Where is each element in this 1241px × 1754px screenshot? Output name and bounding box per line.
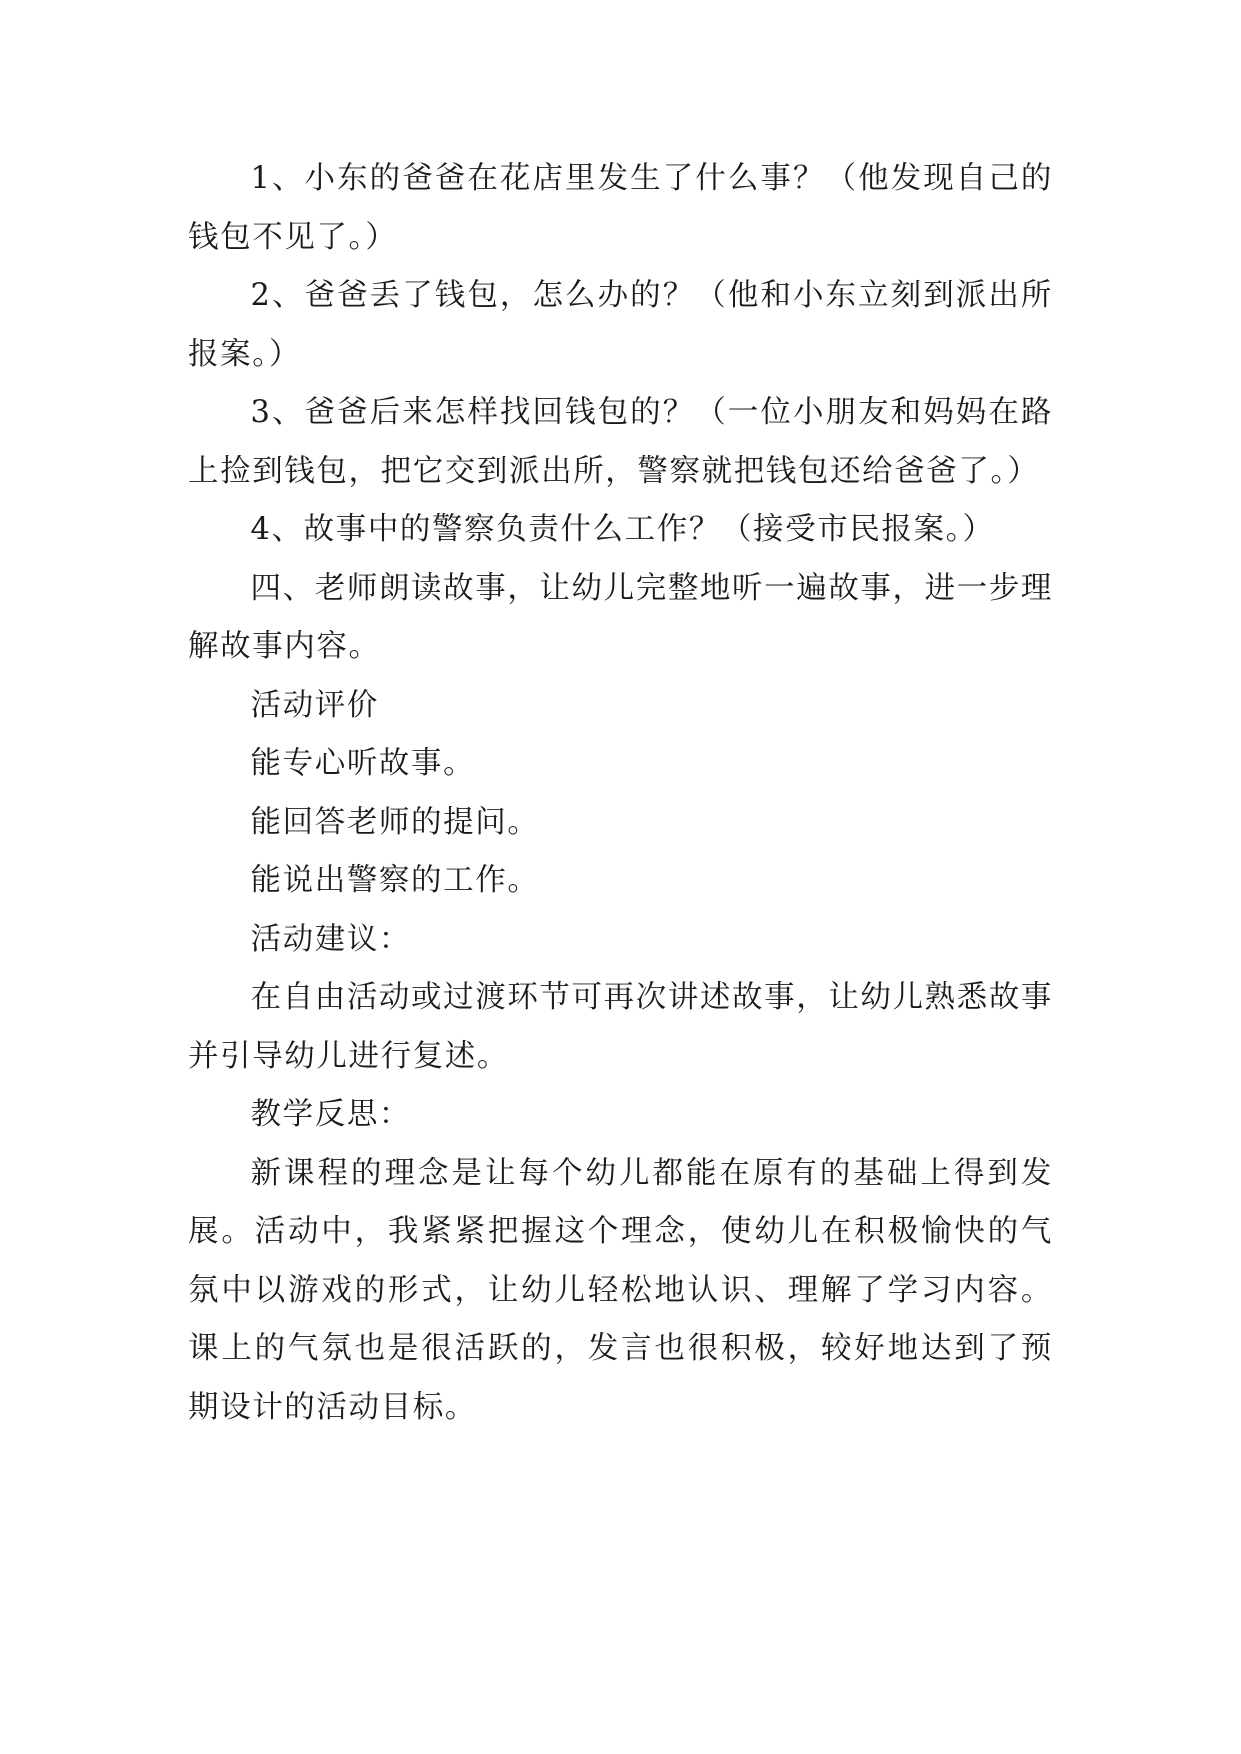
question-2-paragraph: 2、爸爸丢了钱包，怎么办的？（他和小东立刻到派出所报案。） (188, 278, 1053, 372)
teaching-reflection-paragraph: 新课程的理念是让每个幼儿都能在原有的基础上得到发展。活动中，我紧紧把握这个理念，使幼儿在积极愉快的气氛中以游戏的形式，让幼儿轻松地认识、理解了学习内容。课上的气氛也是很活跃的，发言也很积极，较好地达到了预期设计的活动目标。 (188, 1155, 1053, 1425)
question-3-paragraph: 3、爸爸后来怎样找回钱包的？（一位小朋友和妈妈在路上捡到钱包，把它交到派出所，警察就把钱包还给爸爸了。） (188, 395, 1053, 489)
activity-suggestion-paragraph: 在自由活动或过渡环节可再次讲述故事，让幼儿熟悉故事并引导幼儿进行复述。 (188, 980, 1054, 1074)
evaluation-item-2: 能回答老师的提问。 (250, 804, 540, 840)
activity-evaluation-heading: 活动评价 (250, 687, 379, 723)
document-page (188, 150, 1053, 1437)
question-4-paragraph: 4、故事中的警察负责什么工作？（接受市民报案。） (250, 512, 995, 547)
evaluation-item-3: 能说出警察的工作。 (250, 863, 540, 898)
evaluation-item-1: 能专心听故事。 (250, 746, 476, 781)
step-four-paragraph: 四、老师朗读故事，让幼儿完整地听一遍故事，进一步理解故事内容。 (188, 570, 1054, 664)
activity-suggestion-heading: 活动建议： (250, 921, 412, 957)
teaching-reflection-heading: 教学反思： (250, 1097, 412, 1132)
question-1-paragraph: 1、小东的爸爸在花店里发生了什么事？（他发现自己的钱包不见了。） (188, 161, 1053, 255)
